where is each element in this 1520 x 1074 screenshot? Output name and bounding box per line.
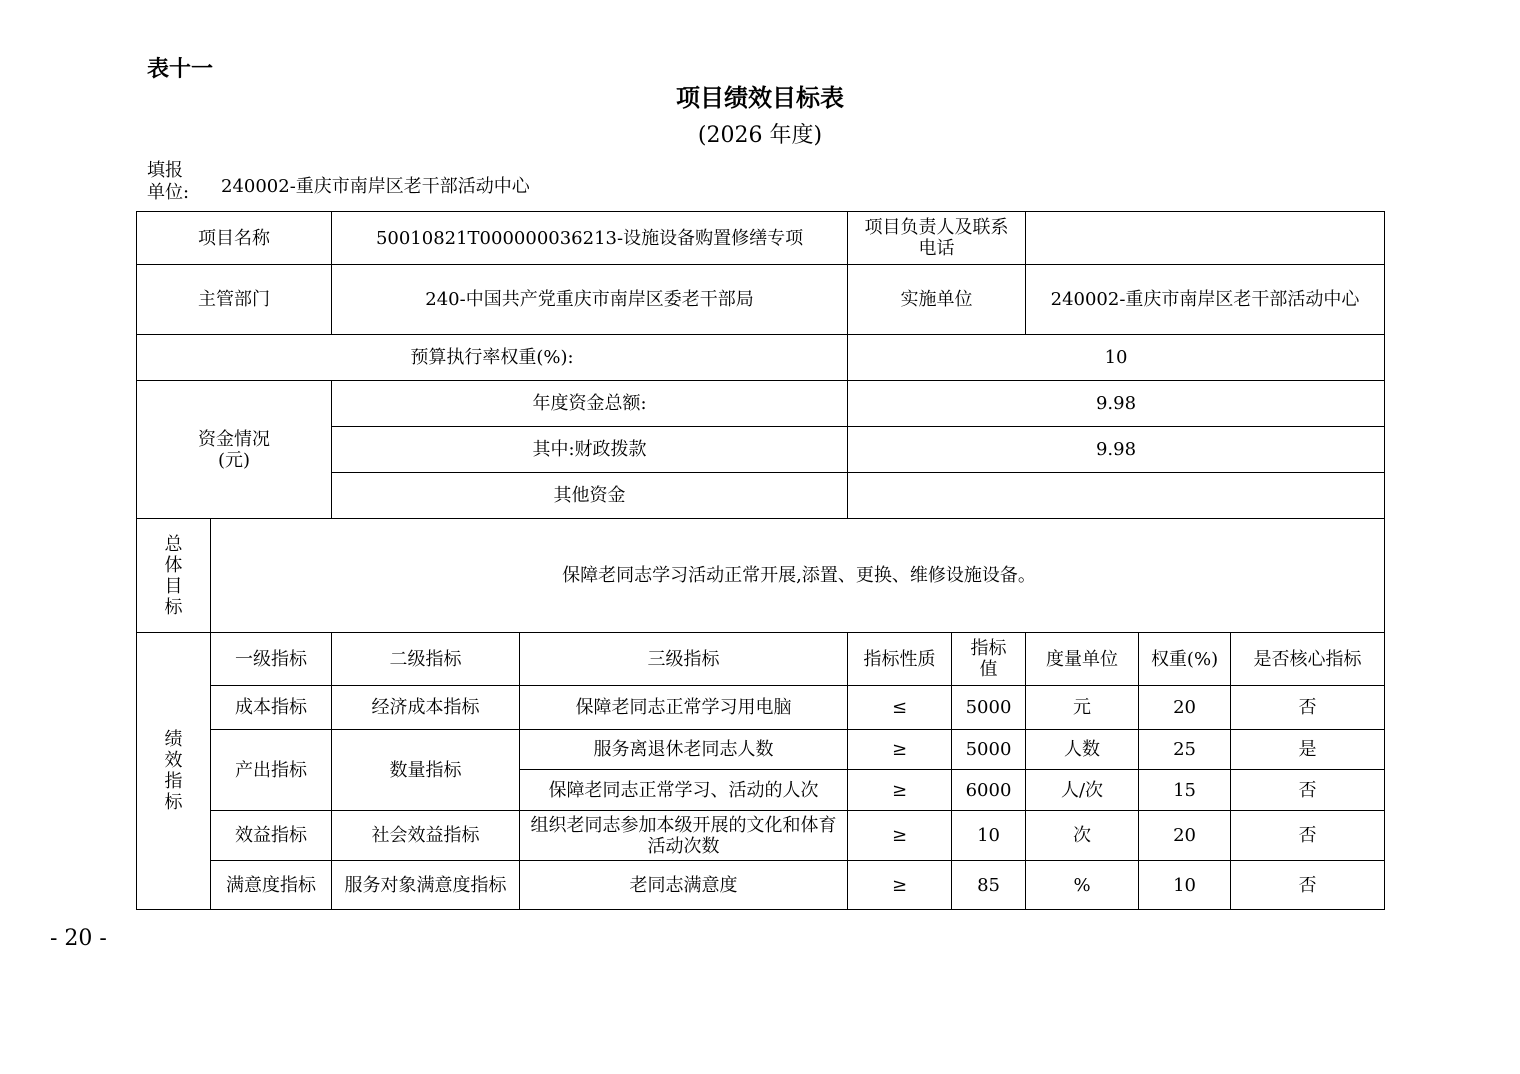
project-name-label: 项目名称: [137, 212, 332, 265]
weight-cell: 20: [1139, 686, 1231, 730]
level2-economic-cost: 经济成本指标: [332, 686, 520, 730]
value-cell: 5000: [952, 686, 1026, 730]
core-cell: 是: [1231, 730, 1385, 770]
funds-total-label: 年度资金总额:: [332, 381, 848, 427]
core-cell: 否: [1231, 686, 1385, 730]
nature-cell: ≥: [848, 730, 952, 770]
core-cell: 否: [1231, 861, 1385, 910]
level2-social-benefit: 社会效益指标: [332, 811, 520, 861]
budget-rate-row: [137, 335, 1385, 381]
value-cell: 5000: [952, 730, 1026, 770]
budget-rate-label: 预算执行率权重(%):: [137, 335, 848, 381]
value-cell: 10: [952, 811, 1026, 861]
funds-other-label: 其他资金: [332, 473, 848, 519]
table-row: [137, 730, 1385, 770]
department-row: [137, 265, 1385, 335]
department-value: 240-中国共产党重庆市南岸区委老干部局: [332, 265, 848, 335]
reporting-unit-label: 填报单位:: [147, 160, 190, 203]
header-level1: 一级指标: [211, 633, 332, 686]
level2-quantity: 数量指标: [332, 730, 520, 811]
funds-fiscal-value: 9.98: [848, 427, 1385, 473]
header-level2: 二级指标: [332, 633, 520, 686]
level1-output: 产出指标: [211, 730, 332, 811]
budget-rate-value: 10: [848, 335, 1385, 381]
header-value: 指标值: [952, 633, 1026, 686]
core-cell: 否: [1231, 811, 1385, 861]
level3-cell: 保障老同志正常学习、活动的人次: [520, 770, 848, 811]
reporting-unit-value: 240002-重庆市南岸区老干部活动中心: [221, 176, 530, 197]
page-number: - 20 -: [50, 926, 107, 951]
level3-cell: 保障老同志正常学习用电脑: [520, 686, 848, 730]
indicator-header-row: [137, 633, 1385, 686]
implementing-unit-label: 实施单位: [848, 265, 1026, 335]
value-cell: 85: [952, 861, 1026, 910]
unit-cell: 人/次: [1026, 770, 1139, 811]
funds-other-value: [848, 473, 1385, 519]
table-row: [137, 861, 1385, 910]
funds-label: 资金情况(元): [137, 381, 332, 519]
funds-total-row: [137, 381, 1385, 427]
nature-cell: ≥: [848, 770, 952, 811]
header-unit: 度量单位: [1026, 633, 1139, 686]
header-nature: 指标性质: [848, 633, 952, 686]
core-cell: 否: [1231, 770, 1385, 811]
performance-target-table: [136, 211, 1385, 910]
unit-cell: 元: [1026, 686, 1139, 730]
overall-goal-text: 保障老同志学习活动正常开展,添置、更换、维修设施设备。: [211, 519, 1385, 633]
level3-cell: 组织老同志参加本级开展的文化和体育活动次数: [520, 811, 848, 861]
table-label: 表十一: [147, 56, 214, 82]
nature-cell: ≤: [848, 686, 952, 730]
level2-service-satisfaction: 服务对象满意度指标: [332, 861, 520, 910]
level1-satisfaction: 满意度指标: [211, 861, 332, 910]
header-weight: 权重(%): [1139, 633, 1231, 686]
document-subtitle: (2026 年度): [697, 123, 823, 148]
project-name-value: 50010821T000000036213-设施设备购置修缮专项: [332, 212, 848, 265]
weight-cell: 25: [1139, 730, 1231, 770]
department-label: 主管部门: [137, 265, 332, 335]
project-leader-value: [1026, 212, 1385, 265]
table-row: [137, 686, 1385, 730]
unit-cell: 次: [1026, 811, 1139, 861]
weight-cell: 10: [1139, 861, 1231, 910]
level3-cell: 老同志满意度: [520, 861, 848, 910]
table-row: [137, 811, 1385, 861]
level3-cell: 服务离退休老同志人数: [520, 730, 848, 770]
nature-cell: ≥: [848, 811, 952, 861]
project-name-row: [137, 212, 1385, 265]
nature-cell: ≥: [848, 861, 952, 910]
implementing-unit-value: 240002-重庆市南岸区老干部活动中心: [1026, 265, 1385, 335]
level1-cost: 成本指标: [211, 686, 332, 730]
project-leader-label: 项目负责人及联系电话: [848, 212, 1026, 265]
document-title: 项目绩效目标表: [676, 83, 844, 112]
funds-fiscal-label: 其中:财政拨款: [332, 427, 848, 473]
unit-cell: %: [1026, 861, 1139, 910]
header-core: 是否核心指标: [1231, 633, 1385, 686]
funds-total-value: 9.98: [848, 381, 1385, 427]
level1-benefit: 效益指标: [211, 811, 332, 861]
weight-cell: 20: [1139, 811, 1231, 861]
overall-goal-row: [137, 519, 1385, 633]
unit-cell: 人数: [1026, 730, 1139, 770]
header-level3: 三级指标: [520, 633, 848, 686]
value-cell: 6000: [952, 770, 1026, 811]
weight-cell: 15: [1139, 770, 1231, 811]
performance-indicators-label: 绩效指标: [137, 633, 211, 910]
overall-goal-label: 总体目标: [137, 519, 211, 633]
